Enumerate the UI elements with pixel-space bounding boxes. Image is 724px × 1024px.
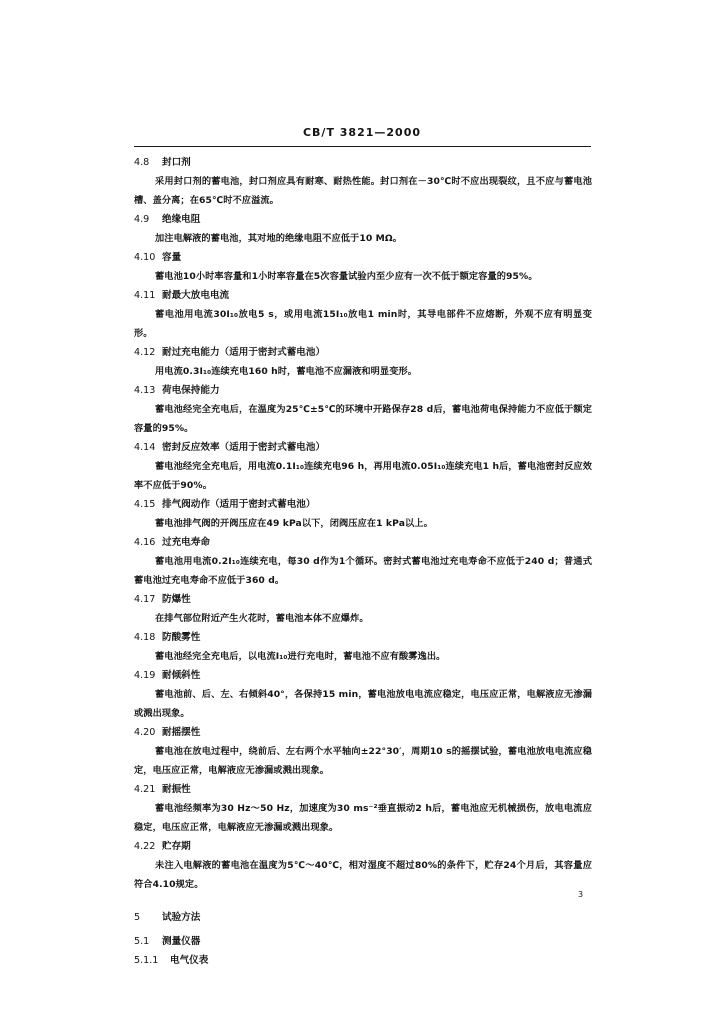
section-title: 耐倾斜性 (162, 670, 201, 681)
header-rule (134, 146, 591, 147)
section-4-21 (134, 780, 592, 837)
section-4-9 (134, 210, 592, 248)
section-title: 防爆性 (162, 594, 191, 605)
section-number: 4.9 (134, 214, 150, 225)
section-paragraph: 用电流0.3I₁₀连续充电160 h时，蓄电池不应漏液和明显变形。 (155, 366, 418, 377)
section-heading (134, 837, 592, 856)
section-title: 容量 (162, 252, 182, 263)
section-4-16 (134, 533, 592, 590)
section-number: 4.12 (134, 347, 156, 358)
section-4-11 (134, 286, 592, 343)
section-heading (134, 248, 592, 267)
section-number: 4.13 (134, 385, 156, 396)
section-paragraph: 蓄电池经完全充电后，以电流I₁₀进行充电时，蓄电池不应有酸雾逸出。 (155, 651, 446, 662)
subsection-title: 电气仪表 (170, 955, 209, 966)
section-title: 荷电保持能力 (162, 385, 220, 396)
section-title: 防酸雾性 (162, 632, 201, 643)
section-title: 耐最大放电电流 (162, 290, 230, 301)
section-number: 4.10 (134, 252, 156, 263)
section-number: 4.19 (134, 670, 156, 681)
section-paragraph: 采用封口剂的蓄电池，封口剂应具有耐寒、耐热性能。封口剂在－30℃时不应出现裂纹，且不应与蓄电池槽、盖分离；在65℃时不应溢流。 (134, 176, 592, 206)
section-heading (134, 495, 592, 514)
section-paragraph: 加注电解液的蓄电池，其对地的绝缘电阻不应低于10 MΩ。 (155, 233, 403, 244)
section-paragraph: 在排气部位附近产生火花时，蓄电池本体不应爆炸。 (155, 613, 369, 624)
section-heading (134, 723, 592, 742)
page-number: 3 (578, 890, 584, 899)
section-number: 4.18 (134, 632, 156, 643)
section-paragraph: 蓄电池用电流0.2I₁₀连续充电，每30 d作为1个循环。密封式蓄电池过充电寿命不应低于240 d；普通式蓄电池过充电寿命不应低于360 d。 (134, 556, 592, 586)
section-title: 排气阀动作（适用于密封式蓄电池） (162, 499, 316, 510)
section-4-12 (134, 343, 592, 381)
section-paragraph: 未注入电解液的蓄电池在温度为5℃～40℃，相对湿度不超过80%的条件下，贮存24个月后，其容量应符合4.10规定。 (134, 860, 592, 890)
section-4-15 (134, 495, 592, 533)
section-number: 4.21 (134, 784, 156, 795)
section-heading (134, 343, 592, 362)
section-paragraph: 蓄电池在放电过程中，绕前后、左右两个水平轴向±22°30′，周期10 s的摇摆试验，蓄电池放电电流应稳定，电压应正常，电解液应无渗漏或溅出现象。 (134, 746, 592, 776)
subsection-title: 测量仪器 (162, 936, 201, 947)
section-heading (134, 590, 592, 609)
section-title: 耐振性 (162, 784, 191, 795)
section-number: 4.8 (134, 157, 150, 168)
section-4-8 (134, 153, 592, 210)
section-heading (134, 153, 592, 172)
section-heading (134, 381, 592, 400)
section-heading (134, 286, 592, 305)
section-paragraph: 蓄电池经完全充电后，在温度为25℃±5℃的环境中开路保存28 d后，蓄电池荷电保持能力不应低于额定容量的95%。 (134, 404, 592, 434)
section-4-19 (134, 666, 592, 723)
section-4-13 (134, 381, 592, 438)
section-4-20 (134, 723, 592, 780)
subsection-heading (134, 951, 592, 970)
chapter-number: 5 (134, 912, 141, 923)
section-paragraph: 蓄电池排气阀的开阀压应在49 kPa以下，闭阀压应在1 kPa以上。 (155, 518, 433, 529)
section-number: 4.11 (134, 290, 156, 301)
subsection-heading (134, 932, 592, 951)
section-heading (134, 438, 592, 457)
section-4-22 (134, 837, 592, 894)
section-paragraph: 蓄电池用电流30I₁₀放电5 s，或用电流15I₁₀放电1 min时，其导电部件不应熔断，外观不应有明显变形。 (134, 309, 592, 339)
section-number: 4.15 (134, 499, 156, 510)
document-body (134, 153, 592, 970)
chapter-heading (134, 908, 592, 927)
section-number: 4.22 (134, 841, 156, 852)
section-title: 过充电寿命 (162, 537, 210, 548)
section-list (134, 153, 592, 894)
section-4-18 (134, 628, 592, 666)
section-title: 贮存期 (162, 841, 191, 852)
subsection-number: 5.1 (134, 936, 150, 947)
section-heading (134, 533, 592, 552)
subsection-number: 5.1.1 (134, 955, 159, 966)
section-number: 4.20 (134, 727, 156, 738)
section-title: 耐摇摆性 (162, 727, 201, 738)
section-title: 绝缘电阻 (162, 214, 201, 225)
page-header-code: CB/T 3821—2000 (302, 126, 422, 139)
section-heading (134, 666, 592, 685)
section-paragraph: 蓄电池经频率为30 Hz～50 Hz，加速度为30 ms⁻²垂直振动2 h后，蓄电池应无机械损伤，放电电流应稳定，电压应正常，电解液应无渗漏或溅出现象。 (134, 803, 592, 833)
section-paragraph: 蓄电池前、后、左、右倾斜40°，各保持15 min，蓄电池放电电流应稳定，电压应正常，电解液应无渗漏或溅出现象。 (134, 689, 592, 719)
section-paragraph: 蓄电池经完全充电后，用电流0.1I₁₀连续充电96 h，再用电流0.05I₁₀连续充电1 h后，蓄电池密封反应效率不应低于90%。 (134, 461, 592, 491)
section-number: 4.16 (134, 537, 156, 548)
section-4-17 (134, 590, 592, 628)
section-4-10 (134, 248, 592, 286)
section-heading (134, 780, 592, 799)
section-heading (134, 628, 592, 647)
chapter-title: 试验方法 (162, 912, 201, 923)
section-heading (134, 210, 592, 229)
section-number: 4.17 (134, 594, 156, 605)
section-title: 密封反应效率（适用于密封式蓄电池） (162, 442, 326, 453)
section-title: 封口剂 (162, 157, 191, 168)
section-title: 耐过充电能力（适用于密封式蓄电池） (162, 347, 326, 358)
section-paragraph: 蓄电池10小时率容量和1小时率容量在5次容量试验内至少应有一次不低于额定容量的95%。 (155, 271, 538, 282)
section-number: 4.14 (134, 442, 156, 453)
section-4-14 (134, 438, 592, 495)
